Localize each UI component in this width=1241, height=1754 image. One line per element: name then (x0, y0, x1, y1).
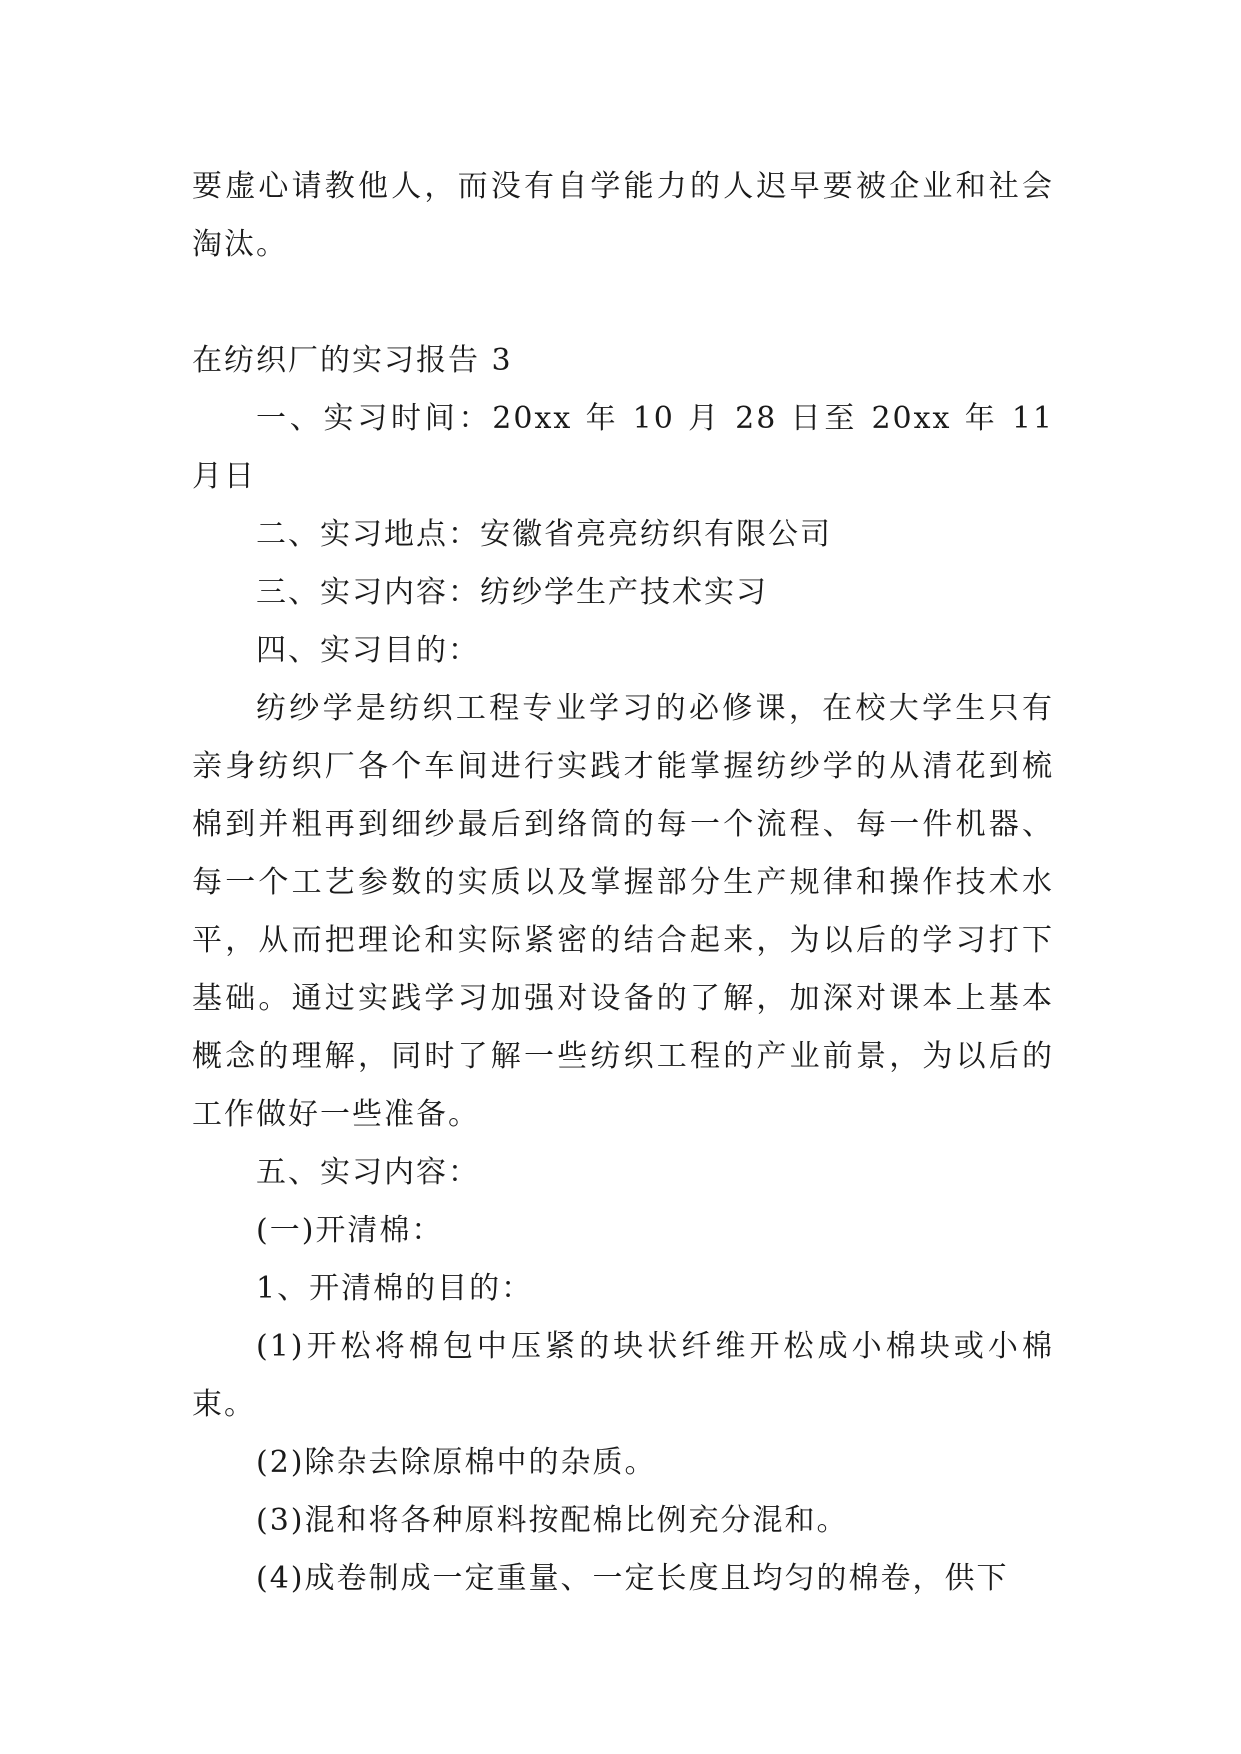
internship-content: 三、实习内容：纺纱学生产技术实习 (256, 575, 768, 610)
internship-purpose-paragraph: 纺纱学是纺织工程专业学习的必修课，在校大学生只有亲身纺织厂各个车间进行实践才能掌握纺纱学的从清花到梳棉到并粗再到细纱最后到络筒的每一个流程、每一件机器、每一个工艺参数的实质以及掌握部分生产规律和操作技术水平，从而把理论和实际紧密的结合起来，为以后的学习打下基础。通过实践学习加强对设备的了解，加深对课本上基本概念的理解，同时了解一些纺织工程的产业前景，为以后的工作做好一些准备。 (192, 691, 1054, 1132)
list-item: (1)开松将棉包中压紧的块状纤维开松成小棉块或小棉束。 (192, 1329, 1054, 1422)
list-item: (2)除杂去除原棉中的杂质。 (256, 1445, 657, 1480)
paragraph-continued: 要虚心请教他人，而没有自学能力的人迟早要被企业和社会淘汰。 (192, 169, 1054, 262)
section-title: 在纺织厂的实习报告 3 (192, 343, 513, 378)
list-item: (4)成卷制成一定重量、一定长度且均匀的棉卷，供下 (256, 1561, 1009, 1596)
internship-details-heading: 五、实习内容： (256, 1155, 480, 1190)
document-body (192, 158, 1054, 1608)
internship-purpose-heading: 四、实习目的： (256, 633, 480, 668)
list-item: (3)混和将各种原料按配棉比例充分混和。 (256, 1503, 849, 1538)
internship-location: 二、实习地点：安徽省亮亮纺织有限公司 (256, 517, 832, 552)
list-heading: 1、开清棉的目的： (256, 1271, 534, 1306)
paragraph-gap (192, 274, 1054, 332)
subsection-heading: (一)开清棉： (256, 1213, 444, 1248)
internship-time: 一、实习时间：20xx 年 10 月 28 日至 20xx 年 11 月日 (192, 401, 1054, 494)
